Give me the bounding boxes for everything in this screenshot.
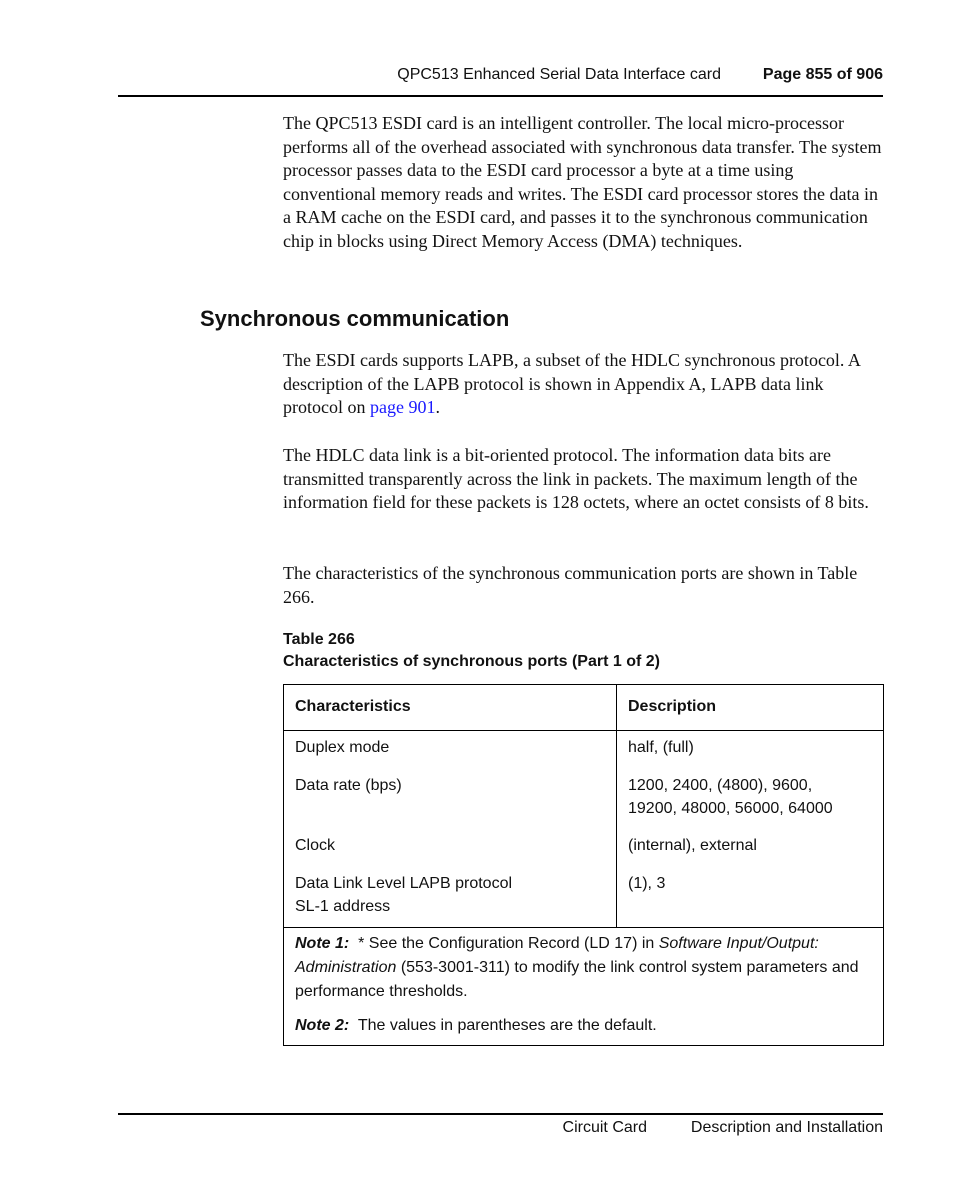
table-number: Table 266 [283, 631, 355, 648]
page-901-link[interactable]: page 901 [370, 397, 436, 418]
note-2-label: Note 2: [295, 1017, 350, 1034]
sync-paragraph-1 [283, 349, 883, 420]
row-data-rate-description [628, 774, 878, 820]
row-lapb-description: (1), 3 [628, 875, 666, 892]
footer-rule [118, 1113, 883, 1115]
sync-paragraph-3: The characteristics of the synchronous communication ports are shown in Table 266. [283, 563, 858, 607]
table-caption: Characteristics of synchronous ports (Part 1 of 2) [283, 653, 660, 670]
row-data-rate-description-line-2: 19200, 48000, 56000, 64000 [628, 800, 833, 817]
note-1-text-end: (553-3001-311) to modify the link control system parameters and performance thresholds. [295, 959, 859, 1000]
row-clock-description: (internal), external [628, 837, 757, 854]
sync-paragraph-1-end: . [435, 397, 440, 418]
intro-paragraph: The QPC513 ESDI card is an intelligent controller. The local micro-processor performs all of the overhead associated with synchronous data transfer. The system processor passes data to the ESDI card processor a byte at a time using conventional memory reads and writes. The ESDI card processor stores the data in a RAM cache on the ESDI card, and passes it to the synchronous communication chip in blocks using Direct Memory Access (DMA) techniques. [283, 113, 882, 251]
column-header-description: Description [628, 698, 717, 715]
sync-paragraph-1-text: The ESDI cards supports LAPB, a subset of the HDLC synchronous protocol. A description of the LAPB protocol is shown in Appendix A, LAPB data link protocol on [283, 350, 860, 418]
row-data-rate-description-line-1: 1200, 2400, (4800), 9600, [628, 777, 813, 794]
table-label [283, 629, 660, 673]
header-title: QPC513 Enhanced Serial Data Interface card [397, 66, 721, 83]
row-lapb-characteristic-line-2: SL-1 address [295, 898, 391, 915]
row-clock-characteristic: Clock [295, 837, 336, 854]
section-heading: Synchronous communication [200, 306, 510, 331]
characteristics-table [283, 684, 884, 1046]
row-data-rate-characteristic: Data rate (bps) [295, 777, 402, 794]
row-duplex-characteristic: Duplex mode [295, 739, 390, 756]
note-1-label: Note 1: [295, 935, 350, 952]
header-divider [284, 730, 883, 731]
row-duplex-description: half, (full) [628, 739, 694, 756]
row-lapb-characteristic-line-1: Data Link Level LAPB protocol [295, 875, 513, 892]
header-page-number: Page 855 of 906 [762, 66, 883, 83]
table-note-2 [295, 1014, 880, 1038]
notes-divider [284, 927, 883, 928]
column-header-characteristics: Characteristics [295, 698, 411, 715]
table-note-1 [295, 932, 880, 1004]
note-2-text: The values in parentheses are the default. [357, 1017, 657, 1034]
header-rule [118, 95, 883, 97]
sync-paragraph-2: The HDLC data link is a bit-oriented protocol. The information data bits are transmitted transparently across the link in packets. The maximum length of the information field for these packets is 128 octets, where an octet consists of 8 bits. [283, 445, 869, 513]
column-divider [616, 685, 617, 927]
note-1-text-start: * See the Configuration Record (LD 17) in [358, 935, 659, 952]
note-1-document-title: Software Input/Output: Administration [295, 935, 819, 976]
row-lapb-characteristic [295, 872, 605, 918]
footer-right-text: Description and Installation [690, 1119, 883, 1136]
footer-left-text: Circuit Card [562, 1119, 647, 1136]
